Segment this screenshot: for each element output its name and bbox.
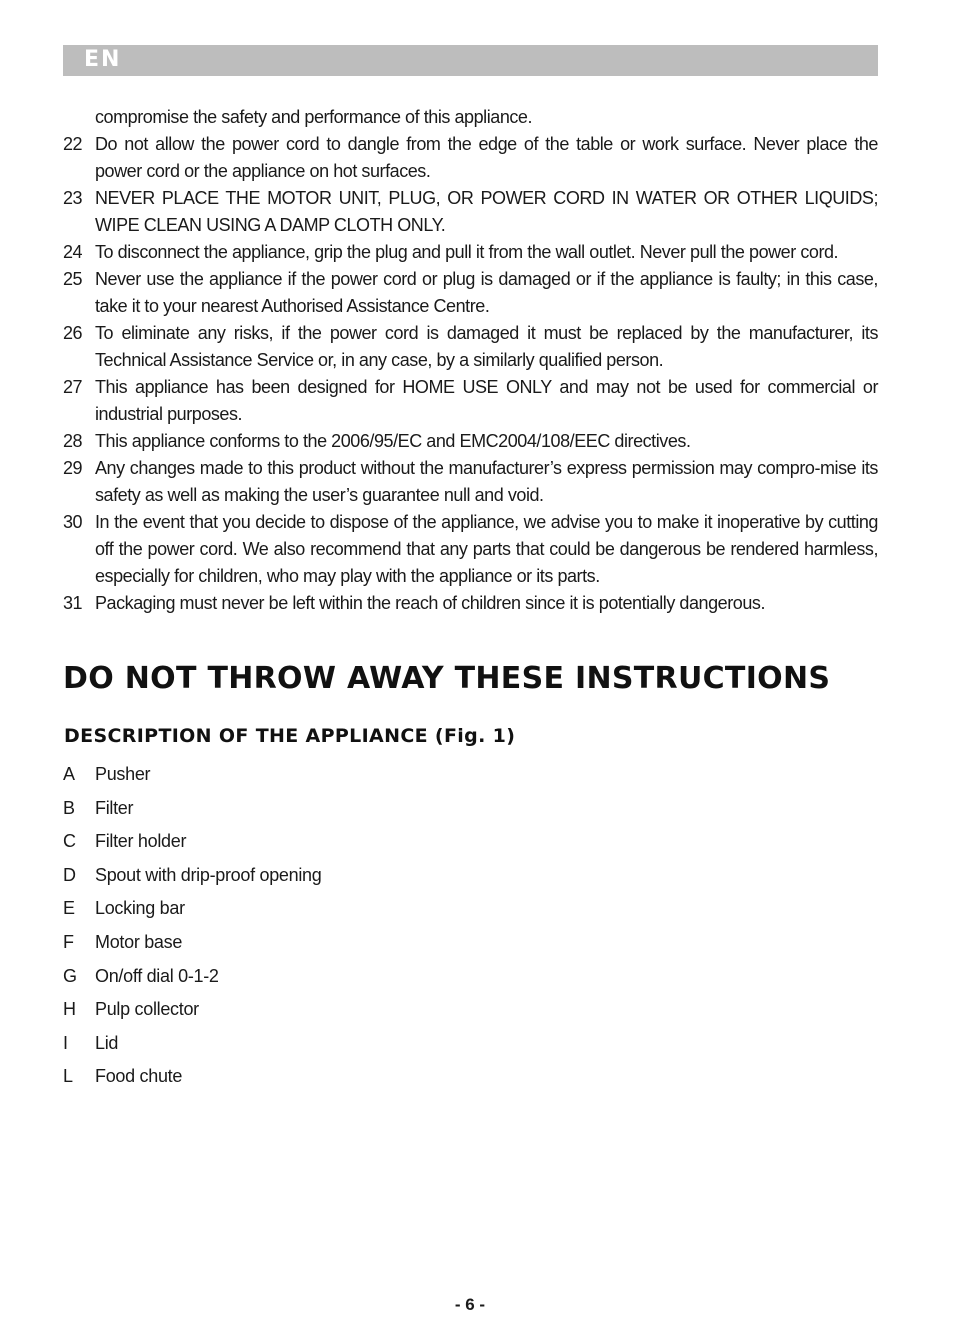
list-item (63, 859, 663, 893)
item-number: 31 (63, 593, 83, 613)
item-text: Never use the appliance if the power cord or plug is damaged or if the appliance is faulty; in this case, take it to your nearest Authorised Assistance Centre. (95, 269, 878, 316)
item-number: 23 (63, 188, 83, 208)
part-name: Pulp collector (95, 999, 199, 1020)
list-item (63, 993, 663, 1027)
item-number: 27 (63, 377, 83, 397)
safety-item (63, 428, 878, 455)
item-text: Any changes made to this product without the manufacturer’s express permission may compro-mise its safety as well as making the user’s guarantee null and void. (95, 458, 878, 505)
item-number: 29 (63, 458, 83, 478)
safety-item (63, 266, 878, 320)
item-number: 30 (63, 512, 83, 532)
safety-item (63, 239, 878, 266)
part-letter: L (63, 1066, 73, 1087)
safety-item (63, 185, 878, 239)
part-name: Food chute (95, 1066, 183, 1087)
safety-item (63, 509, 878, 590)
part-name: Locking bar (95, 898, 185, 919)
part-name: Filter holder (95, 831, 187, 852)
part-name: Filter (95, 797, 134, 818)
part-letter: F (63, 931, 74, 952)
part-name: Lid (95, 1032, 119, 1053)
part-letter: C (63, 831, 76, 852)
item-text: NEVER PLACE THE MOTOR UNIT, PLUG, OR POWER CORD IN WATER OR OTHER LIQUIDS; WIPE CLEAN USING A DAMP CLOTH ONLY. (95, 188, 878, 235)
item-text: This appliance conforms to the 2006/95/EC and EMC2004/108/EEC directives. (95, 431, 691, 451)
section-title: DESCRIPTION OF THE APPLIANCE (Fig. 1) (64, 725, 516, 747)
safety-item (63, 590, 878, 617)
list-item (63, 892, 663, 926)
part-letter: G (63, 965, 77, 986)
language-header-bar (63, 45, 878, 76)
item-number: 25 (63, 269, 83, 289)
part-letter: H (63, 999, 76, 1020)
list-item (63, 825, 663, 859)
part-name: Motor base (95, 931, 183, 952)
item-text: To eliminate any risks, if the power cord is damaged it must be replaced by the manufacturer, its Technical Assistance Service or, in any case, by a similarly qualified person. (95, 323, 878, 370)
safety-instructions (63, 104, 878, 617)
list-item (63, 758, 663, 792)
item-number: 24 (63, 242, 83, 262)
item-text: Packaging must never be left within the reach of children since it is potentially dangerous. (95, 593, 765, 613)
language-label: EN (84, 47, 122, 72)
part-letter: A (63, 764, 75, 784)
part-name: On/off dial 0-1-2 (95, 965, 219, 986)
item-number: 22 (63, 134, 83, 154)
list-item (63, 960, 663, 994)
safety-item (63, 320, 878, 374)
continuation-text: compromise the safety and performance of this appliance. (95, 107, 533, 127)
list-item (63, 926, 663, 960)
part-letter: E (63, 898, 75, 919)
part-letter: B (63, 797, 75, 818)
part-name: Spout with drip-proof opening (95, 864, 322, 885)
item-text: Do not allow the power cord to dangle from the edge of the table or work surface. Never place the power cord or the appliance on hot surfaces. (95, 134, 878, 181)
item-text: This appliance has been designed for HOME USE ONLY and may not be used for commercial or industrial purposes. (95, 377, 878, 424)
list-item (63, 1060, 663, 1094)
item-number: 26 (63, 323, 83, 343)
part-letter: I (63, 1032, 68, 1053)
part-letter: D (63, 864, 76, 885)
safety-item (63, 374, 878, 428)
part-name: Pusher (95, 764, 151, 784)
safety-item (63, 455, 878, 509)
warning-title: DO NOT THROW AWAY THESE INSTRUCTIONS (63, 661, 831, 696)
safety-item (63, 131, 878, 185)
list-item (63, 792, 663, 826)
page-number: - 6 - (454, 1295, 486, 1314)
list-item (63, 1027, 663, 1061)
item-text: To disconnect the appliance, grip the plug and pull it from the wall outlet. Never pull the power cord. (95, 242, 839, 262)
item-number: 28 (63, 431, 83, 451)
item-text: In the event that you decide to dispose of the appliance, we advise you to make it inoperative by cutting off the power cord. We also recommend that any parts that could be dangerous be rendered harmless, especially for children, who may play with the appliance or its parts. (95, 512, 878, 586)
parts-list (63, 758, 663, 1094)
